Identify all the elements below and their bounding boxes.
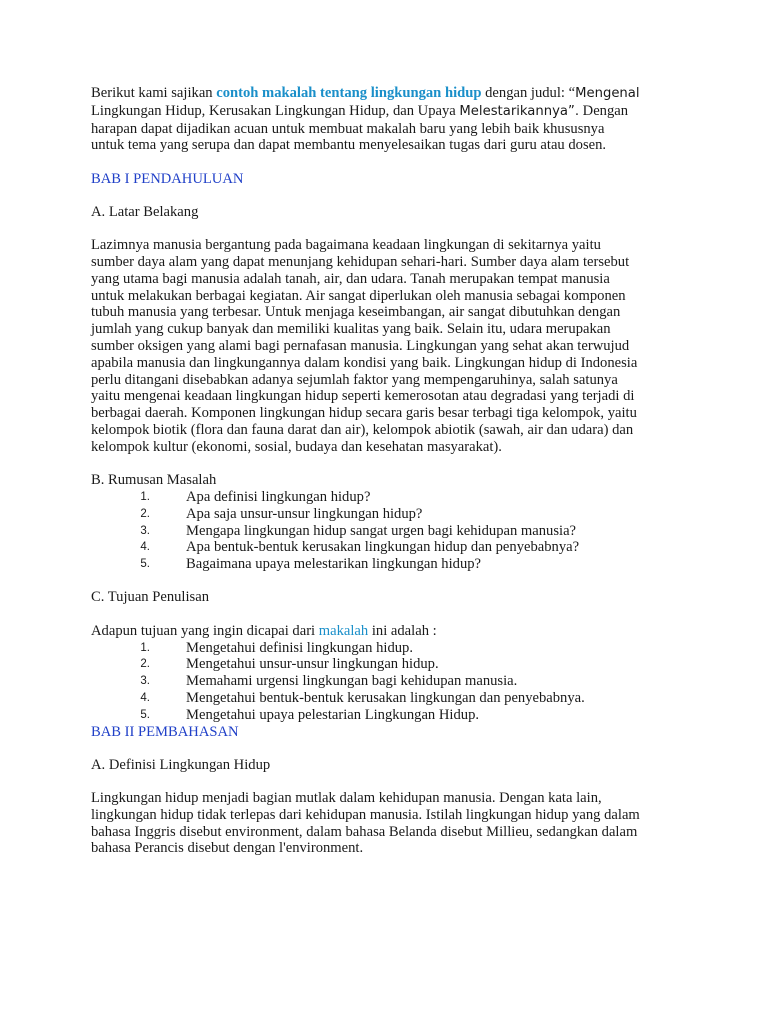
section-c-intro [91,623,691,640]
intro-title-line2b: Melestarikannya”. [459,103,580,119]
para-line: bahasa Inggris disebut environment, dalam bahasa Belanda disebut Millieu, sedangkan dalam [91,823,638,840]
list-number: 5. [140,708,150,721]
para-line: berbagai daerah. Komponen lingkungan hidup secara garis besar terbagi tiga kelompok, yaitu [91,405,637,422]
list-number: 5. [140,558,150,571]
list-number: 4. [140,691,150,704]
list-item [91,523,691,540]
section-a-heading: A. Latar Belakang [91,203,199,220]
section-b-heading: B. Rumusan Masalah [91,472,217,489]
section-def-paragraph [91,790,691,857]
para-line: sumber daya alam yang dapat menunjang kehidupan sehari-hari. Sumber daya alam tersebut [91,254,630,271]
intro-title-part1: Mengenal [575,86,640,101]
list-item [91,556,691,573]
makalah-link[interactable]: makalah [318,622,369,639]
list-item [91,656,691,673]
para-line: yang utama bagi manusia adalah tanah, air, dan udara. Tanah merupakan tempat manusia [91,270,610,287]
list-text: Apa bentuk-bentuk kerusakan lingkungan hidup dan penyebabnya? [186,539,580,556]
bab1-heading: BAB I PENDAHULUAN [91,170,244,187]
list-item [91,673,691,690]
list-text: Mengapa lingkungan hidup sangat urgen bagi kehidupan manusia? [186,522,577,539]
section-c-heading: C. Tujuan Penulisan [91,589,209,606]
intro-link[interactable]: contoh makalah tentang lingkungan hidup [216,85,482,101]
list-text: Mengetahui unsur-unsur lingkungan hidup. [186,656,439,673]
para-line: kelompok biotik (flora dan fauna darat dan air), kelompok abiotik (sawah, air dan udara) dan [91,422,634,439]
para-line: perlu ditangani disebabkan adanya sejumlah faktor yang mempengaruhinya, salah satunya [91,371,618,388]
intro-paragraph [91,85,691,154]
para-line: sumber oksigen yang alami bagi pernafasan manusia. Lingkungan yang sehat akan terwujud [91,338,630,355]
list-text: Mengetahui upaya pelestarian Lingkungan Hidup. [186,706,480,723]
list-text: Memahami urgensi lingkungan bagi kehidupan manusia. [186,673,518,690]
list-number: 2. [140,658,150,671]
list-item [91,707,691,724]
list-text: Mengetahui bentuk-bentuk kerusakan lingkungan dan penyebabnya. [186,689,585,706]
list-number: 2. [140,507,150,520]
intro-line3: harapan dapat dijadikan acuan untuk membuat makalah baru yang lebih baik khususnya [91,120,605,137]
section-def-heading: A. Definisi Lingkungan Hidup [91,756,271,773]
para-line: kelompok kultur (ekonomi, sosial, budaya dan kesehatan masyarakat). [91,438,502,455]
para-line: Lazimnya manusia bergantung pada bagaimana keadaan lingkungan di sekitarnya yaitu [91,237,601,254]
para-line: untuk melakukan berbagai kegiatan. Air sangat diperlukan oleh manusia sebagai komponen [91,287,626,304]
intro-text-post: ini adalah : [368,622,437,639]
intro-title-line2a: Lingkungan Hidup, Kerusakan Lingkungan Hidup, dan Upaya [91,102,460,119]
intro-mid: dengan judul: “ [481,85,576,101]
intro-line4: untuk tema yang serupa dan dapat membantu menyelesaikan tugas dari guru atau dosen. [91,137,607,154]
bab2-heading: BAB II PEMBAHASAN [91,723,239,740]
list-number: 3. [140,524,150,537]
section-a-paragraph [91,237,691,455]
para-line: bahasa Perancis disebut dengan l'environment. [91,840,364,857]
list-text: Bagaimana upaya melestarikan lingkungan hidup? [186,556,482,573]
list-item [91,539,691,556]
para-line: Lingkungan hidup menjadi bagian mutlak dalam kehidupan manusia. Dengan kata lain, [91,790,602,807]
para-line: lingkungan hidup tidak terlepas dari kehidupan manusia. Istilah lingkungan hidup yang dalam [91,806,640,823]
para-line: apabila manusia dan lingkungannya dalam kondisi yang baik. Lingkungan hidup di Indonesia [91,354,638,371]
para-line: yaitu mengenai keadaan lingkungan hidup seperti kemerosotan atau degradasi yang terjadi di [91,388,635,405]
intro-pre: Berikut kami sajikan [91,85,217,101]
problem-list [91,489,691,573]
para-line: jumlah yang cukup banyak dan memiliki kualitas yang baik. Selain itu, udara merupakan [91,321,611,338]
goal-list [91,640,691,724]
list-item [91,640,691,657]
para-line: tubuh manusia yang terbesar. Untuk menjaga keseimbangan, air sangat dibutuhkan dengan [91,304,621,321]
list-item [91,506,691,523]
list-number: 1. [140,641,150,654]
list-item [91,489,691,506]
list-text: Apa definisi lingkungan hidup? [186,488,371,505]
list-text: Apa saja unsur-unsur lingkungan hidup? [186,505,423,522]
intro-text: Adapun tujuan yang ingin dicapai dari [91,622,319,639]
list-number: 3. [140,675,150,688]
list-number: 4. [140,541,150,554]
list-text: Mengetahui definisi lingkungan hidup. [186,639,413,656]
document-content [91,85,691,857]
list-item [91,690,691,707]
list-number: 1. [140,490,150,503]
intro-post-line2: Dengan [579,102,629,119]
